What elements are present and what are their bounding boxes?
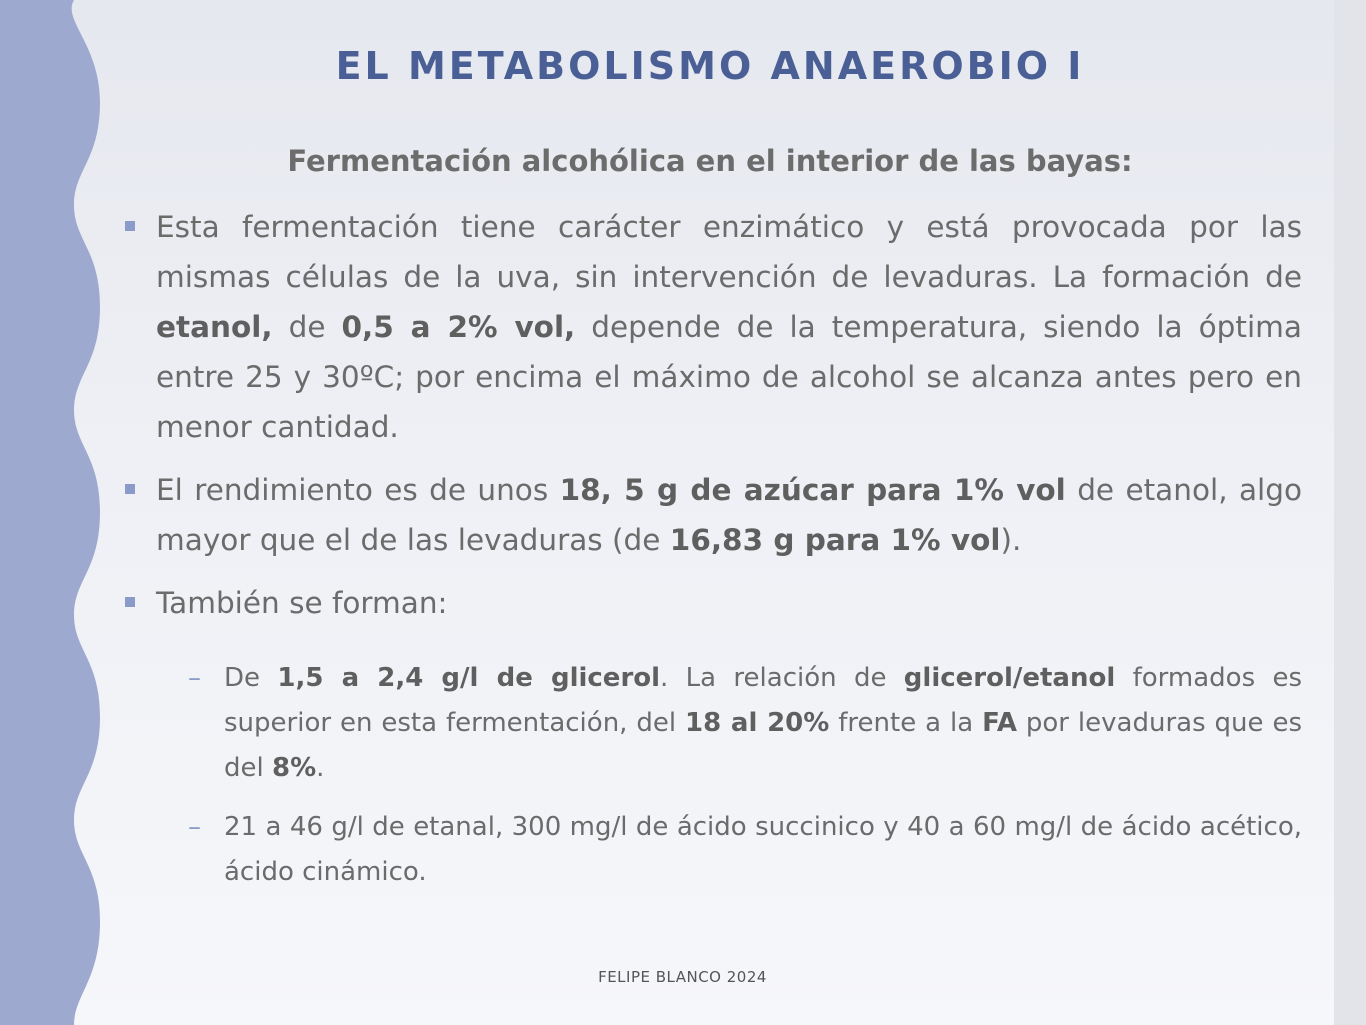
bold-run: 18 al 20% xyxy=(685,708,830,738)
square-bullet-icon xyxy=(125,484,135,494)
slide-title: EL METABOLISMO ANAEROBIO I xyxy=(335,44,1085,88)
slide-footer: FELIPE BLANCO 2024 xyxy=(598,968,767,986)
bold-run: 0,5 a 2% vol, xyxy=(341,310,576,344)
text-run: También se forman: xyxy=(156,586,448,620)
bold-run: etanol, xyxy=(156,310,273,344)
text-run: formados es superior en esta fermentación, del xyxy=(224,663,1303,738)
text-run: ). xyxy=(1000,523,1022,557)
bullet-item xyxy=(122,202,1302,452)
bullet-item xyxy=(122,465,1302,565)
text-run: por levaduras que es del xyxy=(224,708,1302,783)
bold-run: FA xyxy=(982,708,1017,738)
right-edge-strip xyxy=(1334,0,1366,1025)
square-bullet-icon xyxy=(125,221,135,231)
text-run: Esta fermentación tiene carácter enzimático y está provocada por las mismas células de la uva, sin intervención de levaduras. La formación de xyxy=(156,210,1302,294)
decorative-wave-border xyxy=(0,0,110,1025)
bold-run: 16,83 g para 1% vol xyxy=(669,523,1001,557)
text-run: . xyxy=(316,753,325,783)
text-run: . La relación de xyxy=(660,663,904,693)
bold-run: 18, 5 g de azúcar para 1% vol xyxy=(559,473,1066,507)
text-run: depende de la temperatura, siendo la óptima entre 25 y 30ºC; por encima el máximo de alcohol se alcanza antes pero en menor cantidad. xyxy=(156,310,1302,444)
bullet-item xyxy=(122,578,1302,628)
text-run: de etanol, algo mayor que el de las levaduras (de xyxy=(156,473,1303,557)
sub-bullet-item xyxy=(122,805,1302,895)
text-run: de xyxy=(272,310,342,344)
wave-shape xyxy=(0,0,100,1025)
text-run: El rendimiento es de unos xyxy=(156,473,560,507)
text-run: De xyxy=(224,663,278,693)
square-bullet-icon xyxy=(125,597,135,607)
text-run: frente a la xyxy=(829,708,983,738)
bold-run: 8% xyxy=(272,753,317,783)
slide-subtitle: Fermentación alcohólica en el interior de las bayas: xyxy=(287,144,1133,178)
bold-run: 1,5 a 2,4 g/l de glicerol xyxy=(277,663,661,693)
sub-bullet-item xyxy=(122,656,1302,791)
bold-run: glicerol/etanol xyxy=(903,663,1116,693)
slide-content xyxy=(122,202,1302,895)
dash-bullet-icon: – xyxy=(188,812,201,842)
dash-bullet-icon: – xyxy=(188,663,201,693)
text-run: 21 a 46 g/l de etanal, 300 mg/l de ácido succinico y 40 a 60 mg/l de ácido acético, ácido cinámico. xyxy=(224,812,1302,887)
